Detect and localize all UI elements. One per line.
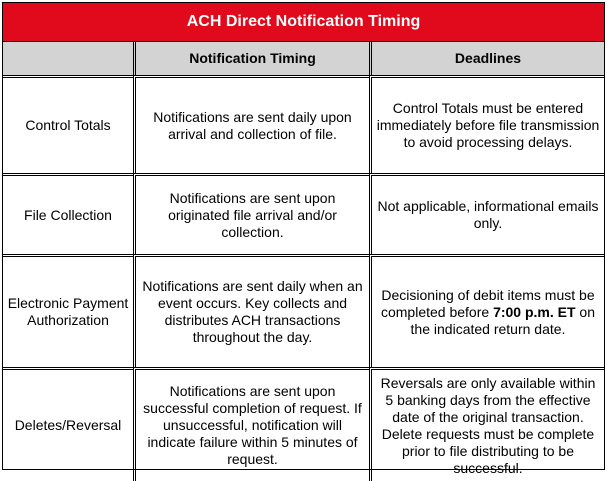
table-row bbox=[3, 75, 604, 173]
deadline-time: 7:00 p.m. ET bbox=[493, 303, 576, 320]
table-title: ACH Direct Notification Timing bbox=[3, 3, 604, 42]
notification-timing-cell: Notifications are sent daily when an event occurs. Key collects and distributes ACH transactions throughout the day. bbox=[133, 254, 369, 367]
header-deadlines: Deadlines bbox=[369, 42, 604, 75]
notification-timing-table-frame bbox=[2, 2, 605, 476]
deadline-cell bbox=[369, 254, 604, 367]
row-label: Deletes/Reversal bbox=[3, 367, 133, 481]
timing-table bbox=[3, 42, 604, 481]
deadline-cell: Control Totals must be entered immediately before file transmission to avoid processing delays. bbox=[369, 75, 604, 173]
deadline-text-pre: Decisioning of debit items must be completed before bbox=[380, 286, 595, 320]
row-label: Electronic Payment Authorization bbox=[3, 254, 133, 367]
header-notification-timing: Notification Timing bbox=[133, 42, 369, 75]
header-blank bbox=[3, 42, 133, 75]
deadline-text-post: on the indicated return date. bbox=[410, 303, 595, 337]
notification-timing-cell: Notifications are sent daily upon arrival and collection of file. bbox=[133, 75, 369, 173]
table-row bbox=[3, 254, 604, 367]
table-row bbox=[3, 173, 604, 254]
deadline-cell: Reversals are only available within 5 banking days from the effective date of the original transaction. Delete requests must be complete prior to file distributing to be successful. bbox=[369, 367, 604, 481]
header-row bbox=[3, 42, 604, 75]
deadline-cell: Not applicable, informational emails only. bbox=[369, 173, 604, 254]
notification-timing-cell: Notifications are sent upon originated file arrival and/or collection. bbox=[133, 173, 369, 254]
row-label: Control Totals bbox=[3, 75, 133, 173]
row-label: File Collection bbox=[3, 173, 133, 254]
table-row bbox=[3, 367, 604, 481]
notification-timing-cell: Notifications are sent upon successful completion of request. If unsuccessful, notification will indicate failure within 5 minutes of request. bbox=[133, 367, 369, 481]
